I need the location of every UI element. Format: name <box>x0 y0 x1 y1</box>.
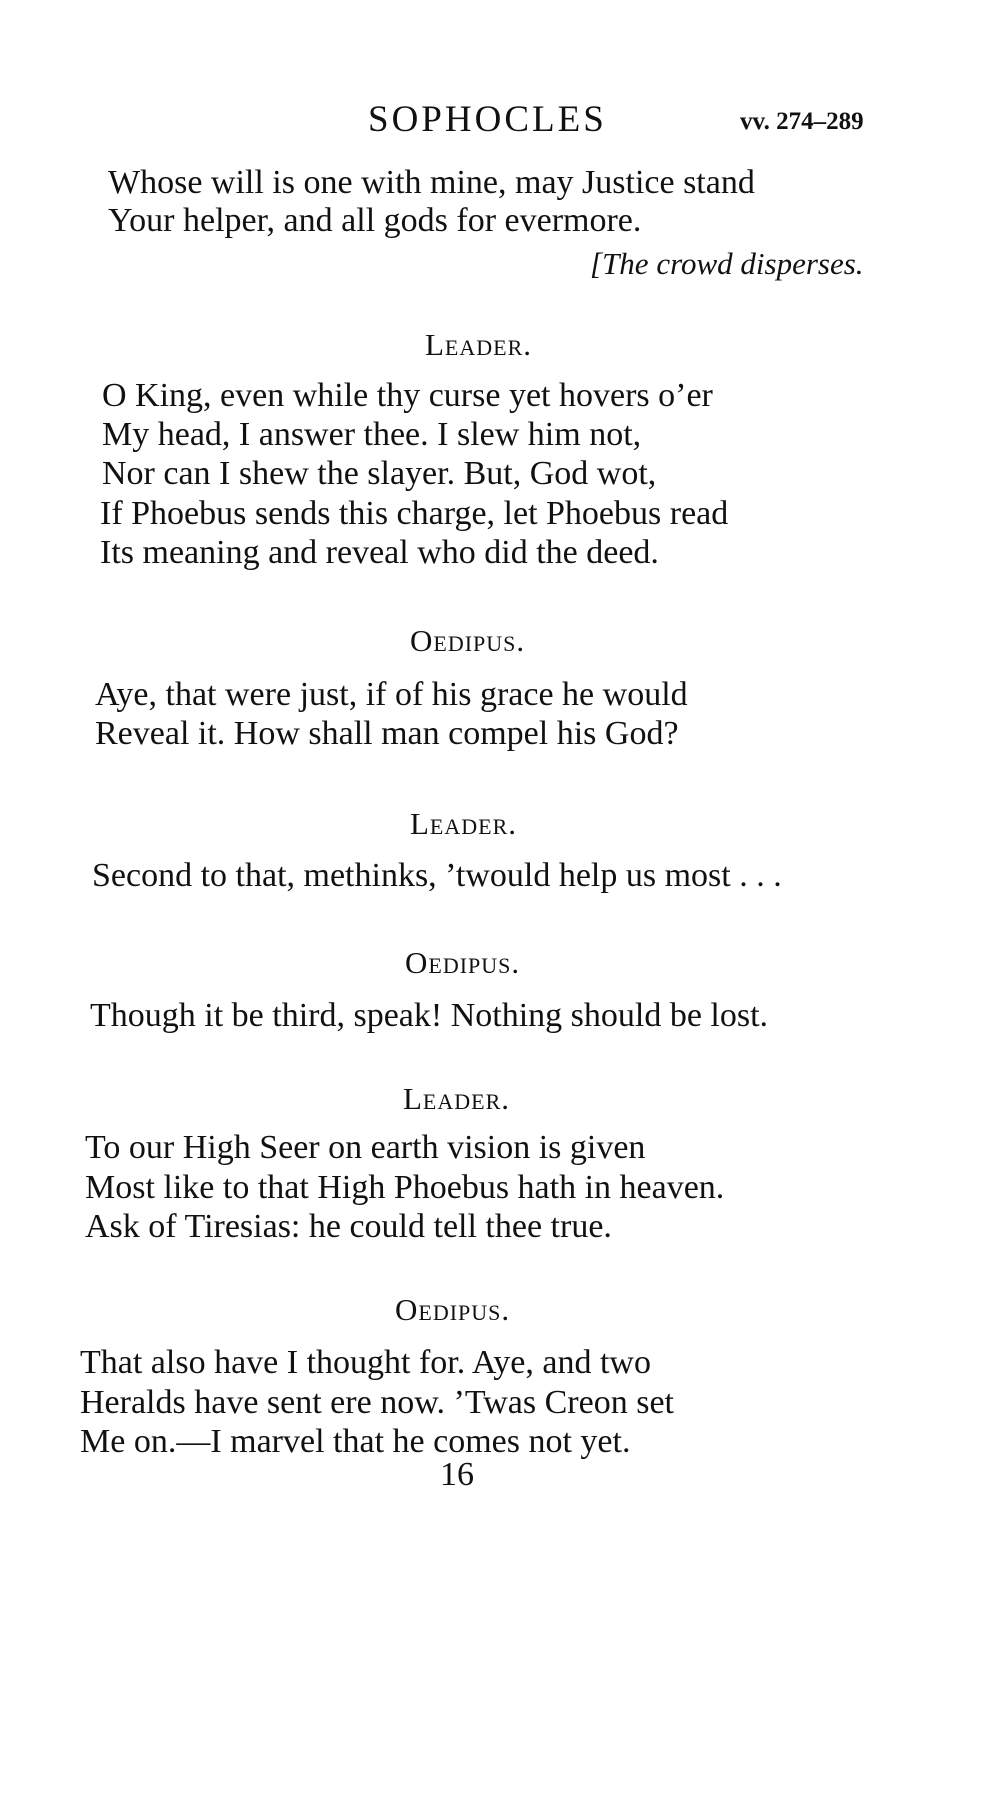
verse-line: Nor can I shew the slayer. But, God wot, <box>102 455 657 492</box>
running-title: SOPHOCLES <box>368 99 607 140</box>
speaker-heading: Leader. <box>403 1081 511 1116</box>
speaker-heading: Leader. <box>425 327 533 362</box>
verse-line: Reveal it. How shall man compel his God? <box>95 715 679 752</box>
verse-line: Its meaning and reveal who did the deed. <box>100 534 659 571</box>
verse-line: Whose will is one with mine, may Justice stand <box>108 164 755 201</box>
verse-line: Your helper, and all gods for evermore. <box>108 202 642 239</box>
verse-line: Second to that, methinks, ’twould help us most . . . <box>92 857 782 894</box>
verse-line: O King, even while thy curse yet hovers o’er <box>102 377 713 414</box>
verse-line: Ask of Tiresias: he could tell thee true. <box>85 1208 612 1245</box>
verse-line: Aye, that were just, if of his grace he would <box>95 676 688 713</box>
verse-reference: vv. 274–289 <box>740 108 864 135</box>
verse-line: Me on.—I marvel that he comes not yet. <box>80 1423 631 1460</box>
page-number: 16 <box>440 1456 474 1493</box>
speaker-heading: Oedipus. <box>410 623 526 658</box>
verse-line: My head, I answer thee. I slew him not, <box>102 416 642 453</box>
verse-line: Though it be third, speak! Nothing should be lost. <box>90 997 769 1034</box>
stage-direction: [The crowd disperses. <box>590 246 864 281</box>
speaker-heading: Leader. <box>410 806 518 841</box>
verse-line: To our High Seer on earth vision is given <box>85 1129 646 1166</box>
verse-line: If Phoebus sends this charge, let Phoebus read <box>100 495 729 532</box>
verse-line: That also have I thought for. Aye, and two <box>80 1344 651 1381</box>
speaker-heading: Oedipus. <box>395 1292 511 1327</box>
speaker-heading: Oedipus. <box>405 945 521 980</box>
verse-line: Heralds have sent ere now. ’Twas Creon set <box>80 1384 674 1421</box>
verse-line: Most like to that High Phoebus hath in heaven. <box>85 1169 725 1206</box>
